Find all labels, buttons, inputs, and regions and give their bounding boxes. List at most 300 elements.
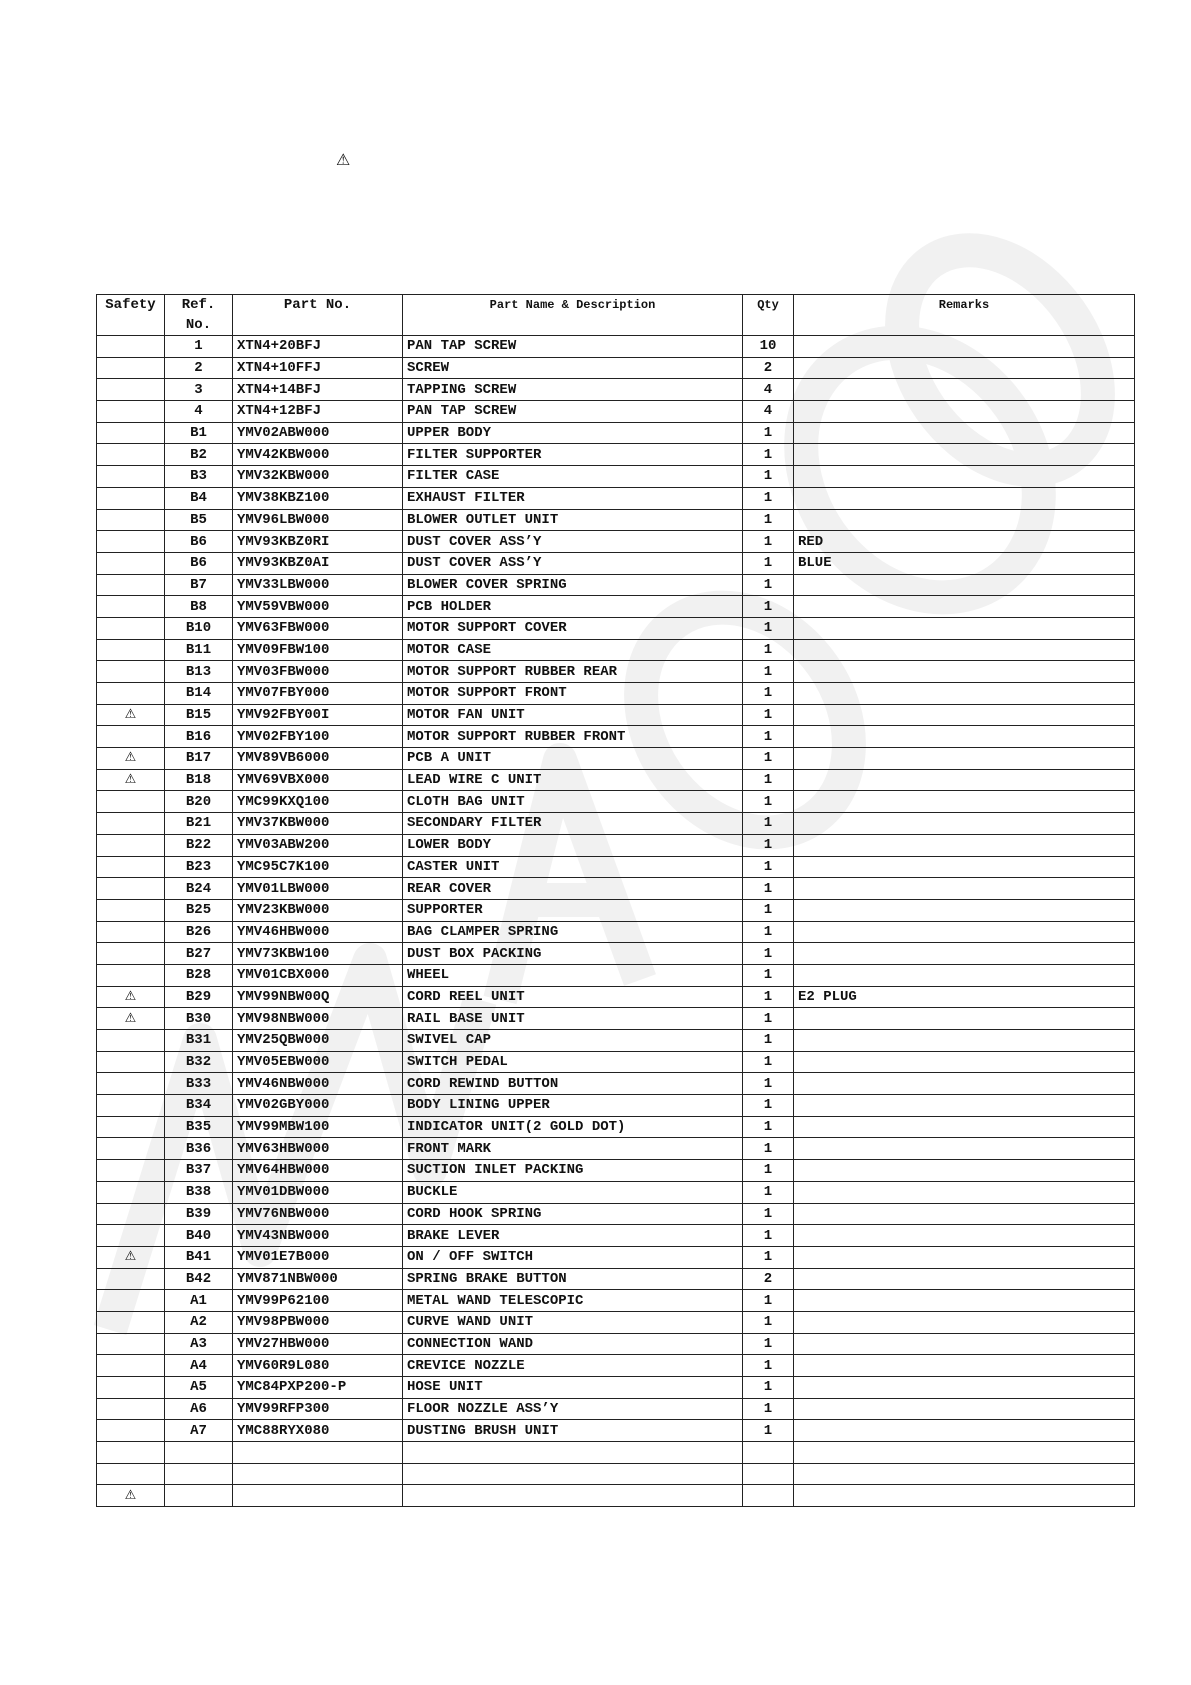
- part-no-cell: YMV99NBW00Q: [233, 986, 403, 1008]
- safety-warning-icon: [97, 1290, 165, 1312]
- remarks-cell: [794, 1138, 1135, 1160]
- safety-warning-icon: [97, 1355, 165, 1377]
- remarks-cell: [794, 1095, 1135, 1117]
- part-name-cell: BODY LINING UPPER: [403, 1095, 743, 1117]
- part-name-cell: FILTER CASE: [403, 466, 743, 488]
- qty-cell: 1: [743, 487, 794, 509]
- remarks-cell: BLUE: [794, 552, 1135, 574]
- ref-no-cell: B32: [165, 1051, 233, 1073]
- safety-warning-icon: [97, 552, 165, 574]
- safety-warning-icon: [97, 596, 165, 618]
- remarks-cell: [794, 1268, 1135, 1290]
- safety-warning-icon: ⚠: [97, 986, 165, 1008]
- safety-warning-icon: ⚠: [97, 704, 165, 726]
- table-row: [97, 1377, 1135, 1399]
- remarks-cell: [794, 357, 1135, 379]
- qty-cell: 1: [743, 1398, 794, 1420]
- qty-cell: 1: [743, 683, 794, 705]
- remarks-cell: [794, 336, 1135, 358]
- part-no-cell: YMV871NBW000: [233, 1268, 403, 1290]
- qty-cell: 1: [743, 466, 794, 488]
- qty-cell: 4: [743, 379, 794, 401]
- parts-table-body: [97, 336, 1135, 1507]
- part-no-cell: YMV63FBW000: [233, 617, 403, 639]
- table-row: [97, 596, 1135, 618]
- ref-no-cell: B34: [165, 1095, 233, 1117]
- remarks-cell: [794, 466, 1135, 488]
- safety-warning-icon: ⚠: [97, 1008, 165, 1030]
- ref-no-cell: A7: [165, 1420, 233, 1442]
- part-name-cell: SWITCH PEDAL: [403, 1051, 743, 1073]
- ref-no-cell: B14: [165, 683, 233, 705]
- table-row: [97, 1138, 1135, 1160]
- safety-warning-icon: [97, 574, 165, 596]
- qty-cell: 1: [743, 748, 794, 770]
- table-row: [97, 357, 1135, 379]
- part-no-cell: [233, 1463, 403, 1485]
- part-name-cell: DUSTING BRUSH UNIT: [403, 1420, 743, 1442]
- part-name-cell: FILTER SUPPORTER: [403, 444, 743, 466]
- part-no-cell: YMV59VBW000: [233, 596, 403, 618]
- safety-warning-icon: [97, 899, 165, 921]
- part-name-cell: CURVE WAND UNIT: [403, 1311, 743, 1333]
- part-name-cell: SECONDARY FILTER: [403, 813, 743, 835]
- qty-cell: 1: [743, 856, 794, 878]
- part-no-cell: YMC84PXP200-P: [233, 1377, 403, 1399]
- part-name-cell: CORD REEL UNIT: [403, 986, 743, 1008]
- part-no-cell: YMV99MBW100: [233, 1116, 403, 1138]
- safety-warning-icon: [97, 1333, 165, 1355]
- qty-cell: 1: [743, 986, 794, 1008]
- ref-no-cell: B20: [165, 791, 233, 813]
- remarks-cell: [794, 1073, 1135, 1095]
- remarks-cell: [794, 401, 1135, 423]
- qty-cell: [743, 1463, 794, 1485]
- table-row: [97, 444, 1135, 466]
- ref-no-cell: B24: [165, 878, 233, 900]
- qty-cell: 1: [743, 531, 794, 553]
- table-row: [97, 1268, 1135, 1290]
- table-row: [97, 748, 1135, 770]
- ref-no-cell: A3: [165, 1333, 233, 1355]
- part-name-cell: PCB HOLDER: [403, 596, 743, 618]
- remarks-cell: [794, 444, 1135, 466]
- part-no-cell: YMV37KBW000: [233, 813, 403, 835]
- remarks-cell: [794, 379, 1135, 401]
- part-no-cell: YMV27HBW000: [233, 1333, 403, 1355]
- remarks-cell: [794, 769, 1135, 791]
- remarks-cell: [794, 943, 1135, 965]
- remarks-cell: [794, 1420, 1135, 1442]
- part-name-cell: BUCKLE: [403, 1181, 743, 1203]
- ref-no-cell: B13: [165, 661, 233, 683]
- ref-no-cell: B17: [165, 748, 233, 770]
- ref-no-cell: B29: [165, 986, 233, 1008]
- qty-cell: 1: [743, 964, 794, 986]
- qty-cell: 1: [743, 1311, 794, 1333]
- part-no-cell: XTN4+14BFJ: [233, 379, 403, 401]
- ref-no-cell: B7: [165, 574, 233, 596]
- header-part-name: Part Name & Description: [403, 295, 743, 336]
- remarks-cell: [794, 683, 1135, 705]
- part-name-cell: BAG CLAMPER SPRING: [403, 921, 743, 943]
- table-row: [97, 617, 1135, 639]
- table-row: [97, 1073, 1135, 1095]
- safety-warning-icon: [97, 401, 165, 423]
- part-no-cell: YMV69VBX000: [233, 769, 403, 791]
- part-no-cell: YMV98NBW000: [233, 1008, 403, 1030]
- qty-cell: 2: [743, 357, 794, 379]
- part-no-cell: YMV46NBW000: [233, 1073, 403, 1095]
- qty-cell: 1: [743, 1030, 794, 1052]
- safety-warning-icon: [97, 617, 165, 639]
- remarks-cell: [794, 1051, 1135, 1073]
- table-row: [97, 878, 1135, 900]
- table-row: [97, 899, 1135, 921]
- safety-warning-icon: [97, 856, 165, 878]
- part-name-cell: MOTOR SUPPORT RUBBER REAR: [403, 661, 743, 683]
- table-row: [97, 531, 1135, 553]
- header-part-no: Part No.: [233, 295, 403, 336]
- part-no-cell: YMV38KBZ100: [233, 487, 403, 509]
- qty-cell: 1: [743, 1355, 794, 1377]
- safety-warning-icon: [97, 1203, 165, 1225]
- qty-cell: 1: [743, 1377, 794, 1399]
- part-name-cell: DUST COVER ASS’Y: [403, 531, 743, 553]
- part-name-cell: CORD HOOK SPRING: [403, 1203, 743, 1225]
- qty-cell: 4: [743, 401, 794, 423]
- table-row: [97, 1181, 1135, 1203]
- ref-no-cell: 3: [165, 379, 233, 401]
- safety-warning-icon: [97, 531, 165, 553]
- part-no-cell: YMV03FBW000: [233, 661, 403, 683]
- qty-cell: 1: [743, 422, 794, 444]
- table-row: [97, 1442, 1135, 1464]
- qty-cell: 1: [743, 1246, 794, 1268]
- part-name-cell: RAIL BASE UNIT: [403, 1008, 743, 1030]
- remarks-cell: [794, 574, 1135, 596]
- part-no-cell: YMV73KBW100: [233, 943, 403, 965]
- ref-no-cell: B4: [165, 487, 233, 509]
- part-no-cell: YMV98PBW000: [233, 1311, 403, 1333]
- part-name-cell: [403, 1485, 743, 1507]
- qty-cell: 1: [743, 661, 794, 683]
- table-row: [97, 1225, 1135, 1247]
- remarks-cell: [794, 964, 1135, 986]
- part-no-cell: YMV76NBW000: [233, 1203, 403, 1225]
- ref-no-cell: [165, 1463, 233, 1485]
- part-name-cell: BLOWER OUTLET UNIT: [403, 509, 743, 531]
- safety-warning-icon: [97, 1138, 165, 1160]
- part-no-cell: YMV93KBZ0AI: [233, 552, 403, 574]
- safety-warning-icon: [97, 1377, 165, 1399]
- safety-warning-icon: [97, 661, 165, 683]
- ref-no-cell: B1: [165, 422, 233, 444]
- table-row: [97, 422, 1135, 444]
- ref-no-cell: [165, 1442, 233, 1464]
- part-name-cell: SUPPORTER: [403, 899, 743, 921]
- remarks-cell: [794, 617, 1135, 639]
- part-name-cell: LOWER BODY: [403, 834, 743, 856]
- qty-cell: 1: [743, 1420, 794, 1442]
- remarks-cell: [794, 1008, 1135, 1030]
- table-row: [97, 1355, 1135, 1377]
- top-warning-icon: ⚠: [336, 150, 351, 169]
- remarks-cell: [794, 748, 1135, 770]
- ref-no-cell: B23: [165, 856, 233, 878]
- table-row: [97, 401, 1135, 423]
- part-name-cell: PCB A UNIT: [403, 748, 743, 770]
- table-row: [97, 1485, 1135, 1507]
- qty-cell: 1: [743, 1138, 794, 1160]
- part-name-cell: CLOTH BAG UNIT: [403, 791, 743, 813]
- remarks-cell: [794, 487, 1135, 509]
- safety-warning-icon: ⚠: [97, 1246, 165, 1268]
- remarks-cell: [794, 596, 1135, 618]
- table-row: [97, 552, 1135, 574]
- safety-warning-icon: [97, 1160, 165, 1182]
- remarks-cell: E2 PLUG: [794, 986, 1135, 1008]
- qty-cell: 10: [743, 336, 794, 358]
- ref-no-cell: B15: [165, 704, 233, 726]
- part-no-cell: YMV23KBW000: [233, 899, 403, 921]
- qty-cell: 1: [743, 1051, 794, 1073]
- safety-warning-icon: [97, 379, 165, 401]
- remarks-cell: [794, 1442, 1135, 1464]
- qty-cell: 1: [743, 1225, 794, 1247]
- table-row: [97, 1398, 1135, 1420]
- table-row: [97, 639, 1135, 661]
- part-name-cell: EXHAUST FILTER: [403, 487, 743, 509]
- part-no-cell: YMV05EBW000: [233, 1051, 403, 1073]
- table-row: [97, 1420, 1135, 1442]
- table-row: [97, 1095, 1135, 1117]
- ref-no-cell: B33: [165, 1073, 233, 1095]
- table-row: [97, 1463, 1135, 1485]
- safety-warning-icon: [97, 878, 165, 900]
- table-row: [97, 791, 1135, 813]
- parts-list-table: [96, 294, 1135, 1507]
- part-name-cell: MOTOR SUPPORT COVER: [403, 617, 743, 639]
- table-row: [97, 1030, 1135, 1052]
- part-no-cell: YMV03ABW200: [233, 834, 403, 856]
- part-no-cell: XTN4+20BFJ: [233, 336, 403, 358]
- table-row: [97, 1051, 1135, 1073]
- remarks-cell: [794, 1030, 1135, 1052]
- ref-no-cell: A1: [165, 1290, 233, 1312]
- qty-cell: 1: [743, 617, 794, 639]
- table-row: [97, 921, 1135, 943]
- header-remarks: Remarks: [794, 295, 1135, 336]
- ref-no-cell: B28: [165, 964, 233, 986]
- part-name-cell: CORD REWIND BUTTON: [403, 1073, 743, 1095]
- ref-no-cell: B16: [165, 726, 233, 748]
- part-name-cell: METAL WAND TELESCOPIC: [403, 1290, 743, 1312]
- safety-warning-icon: [97, 639, 165, 661]
- ref-no-cell: B31: [165, 1030, 233, 1052]
- table-row: [97, 986, 1135, 1008]
- part-name-cell: SCREW: [403, 357, 743, 379]
- safety-warning-icon: [97, 357, 165, 379]
- ref-no-cell: A5: [165, 1377, 233, 1399]
- part-name-cell: FRONT MARK: [403, 1138, 743, 1160]
- remarks-cell: [794, 834, 1135, 856]
- header-safety: Safety: [97, 295, 165, 336]
- remarks-cell: [794, 1377, 1135, 1399]
- part-no-cell: XTN4+12BFJ: [233, 401, 403, 423]
- ref-no-cell: B10: [165, 617, 233, 639]
- qty-cell: 1: [743, 704, 794, 726]
- part-no-cell: YMV25QBW000: [233, 1030, 403, 1052]
- qty-cell: 1: [743, 899, 794, 921]
- table-row: [97, 379, 1135, 401]
- ref-no-cell: B25: [165, 899, 233, 921]
- part-name-cell: LEAD WIRE C UNIT: [403, 769, 743, 791]
- ref-no-cell: B3: [165, 466, 233, 488]
- part-name-cell: [403, 1463, 743, 1485]
- safety-warning-icon: [97, 921, 165, 943]
- safety-warning-icon: [97, 1116, 165, 1138]
- part-no-cell: YMV33LBW000: [233, 574, 403, 596]
- ref-no-cell: B27: [165, 943, 233, 965]
- table-row: [97, 509, 1135, 531]
- part-no-cell: [233, 1442, 403, 1464]
- part-no-cell: YMV01CBX000: [233, 964, 403, 986]
- part-name-cell: CASTER UNIT: [403, 856, 743, 878]
- remarks-cell: [794, 509, 1135, 531]
- safety-warning-icon: [97, 1268, 165, 1290]
- qty-cell: 1: [743, 813, 794, 835]
- safety-warning-icon: [97, 1181, 165, 1203]
- remarks-cell: [794, 1355, 1135, 1377]
- table-header-row: [97, 295, 1135, 336]
- part-no-cell: YMV02ABW000: [233, 422, 403, 444]
- remarks-cell: [794, 661, 1135, 683]
- safety-warning-icon: [97, 1030, 165, 1052]
- table-row: [97, 487, 1135, 509]
- remarks-cell: [794, 1398, 1135, 1420]
- part-name-cell: CONNECTION WAND: [403, 1333, 743, 1355]
- part-name-cell: MOTOR CASE: [403, 639, 743, 661]
- remarks-cell: [794, 1290, 1135, 1312]
- qty-cell: 1: [743, 791, 794, 813]
- part-no-cell: YMV64HBW000: [233, 1160, 403, 1182]
- ref-no-cell: B26: [165, 921, 233, 943]
- part-no-cell: YMC95C7K100: [233, 856, 403, 878]
- ref-no-cell: B35: [165, 1116, 233, 1138]
- ref-no-cell: B42: [165, 1268, 233, 1290]
- remarks-cell: [794, 1160, 1135, 1182]
- table-row: [97, 574, 1135, 596]
- safety-warning-icon: [97, 1311, 165, 1333]
- part-no-cell: YMC99KXQ100: [233, 791, 403, 813]
- ref-no-cell: 2: [165, 357, 233, 379]
- safety-warning-icon: [97, 1073, 165, 1095]
- safety-warning-icon: [97, 509, 165, 531]
- qty-cell: 2: [743, 1268, 794, 1290]
- table-row: [97, 704, 1135, 726]
- table-row: [97, 943, 1135, 965]
- part-name-cell: DUST COVER ASS’Y: [403, 552, 743, 574]
- qty-cell: [743, 1485, 794, 1507]
- remarks-cell: [794, 813, 1135, 835]
- part-name-cell: MOTOR SUPPORT FRONT: [403, 683, 743, 705]
- part-name-cell: BRAKE LEVER: [403, 1225, 743, 1247]
- qty-cell: 1: [743, 878, 794, 900]
- part-name-cell: MOTOR SUPPORT RUBBER FRONT: [403, 726, 743, 748]
- table-row: [97, 1333, 1135, 1355]
- part-name-cell: PAN TAP SCREW: [403, 336, 743, 358]
- safety-warning-icon: [97, 1095, 165, 1117]
- safety-warning-icon: ⚠: [97, 748, 165, 770]
- table-row: [97, 1290, 1135, 1312]
- part-name-cell: SPRING BRAKE BUTTON: [403, 1268, 743, 1290]
- part-no-cell: YMV07FBY000: [233, 683, 403, 705]
- safety-warning-icon: [97, 1398, 165, 1420]
- table-row: [97, 726, 1135, 748]
- qty-cell: 1: [743, 1073, 794, 1095]
- remarks-cell: [794, 1246, 1135, 1268]
- safety-warning-icon: ⚠: [97, 1485, 165, 1507]
- part-name-cell: REAR COVER: [403, 878, 743, 900]
- part-no-cell: YMV89VB6000: [233, 748, 403, 770]
- qty-cell: 1: [743, 1160, 794, 1182]
- qty-cell: 1: [743, 596, 794, 618]
- safety-warning-icon: [97, 487, 165, 509]
- ref-no-cell: B36: [165, 1138, 233, 1160]
- part-no-cell: YMV42KBW000: [233, 444, 403, 466]
- header-qty: Qty: [743, 295, 794, 336]
- ref-no-cell: B38: [165, 1181, 233, 1203]
- safety-warning-icon: [97, 791, 165, 813]
- qty-cell: 1: [743, 444, 794, 466]
- part-name-cell: DUST BOX PACKING: [403, 943, 743, 965]
- qty-cell: [743, 1442, 794, 1464]
- remarks-cell: [794, 704, 1135, 726]
- remarks-cell: [794, 1485, 1135, 1507]
- part-name-cell: HOSE UNIT: [403, 1377, 743, 1399]
- safety-warning-icon: [97, 964, 165, 986]
- part-no-cell: YMV46HBW000: [233, 921, 403, 943]
- part-no-cell: YMV92FBY00I: [233, 704, 403, 726]
- ref-no-cell: B41: [165, 1246, 233, 1268]
- remarks-cell: [794, 1116, 1135, 1138]
- table-row: [97, 1203, 1135, 1225]
- qty-cell: 1: [743, 726, 794, 748]
- ref-no-cell: B6: [165, 552, 233, 574]
- table-row: [97, 834, 1135, 856]
- ref-no-cell: B2: [165, 444, 233, 466]
- safety-warning-icon: [97, 336, 165, 358]
- table-row: [97, 769, 1135, 791]
- ref-no-cell: B37: [165, 1160, 233, 1182]
- safety-warning-icon: ⚠: [97, 769, 165, 791]
- part-no-cell: XTN4+10FFJ: [233, 357, 403, 379]
- safety-warning-icon: [97, 1442, 165, 1464]
- part-name-cell: UPPER BODY: [403, 422, 743, 444]
- part-no-cell: YMV01E7B000: [233, 1246, 403, 1268]
- part-no-cell: YMV96LBW000: [233, 509, 403, 531]
- qty-cell: 1: [743, 509, 794, 531]
- part-name-cell: SUCTION INLET PACKING: [403, 1160, 743, 1182]
- table-row: [97, 1160, 1135, 1182]
- part-name-cell: PAN TAP SCREW: [403, 401, 743, 423]
- safety-warning-icon: [97, 1051, 165, 1073]
- qty-cell: 1: [743, 1008, 794, 1030]
- ref-no-cell: 4: [165, 401, 233, 423]
- remarks-cell: [794, 921, 1135, 943]
- part-no-cell: YMV02FBY100: [233, 726, 403, 748]
